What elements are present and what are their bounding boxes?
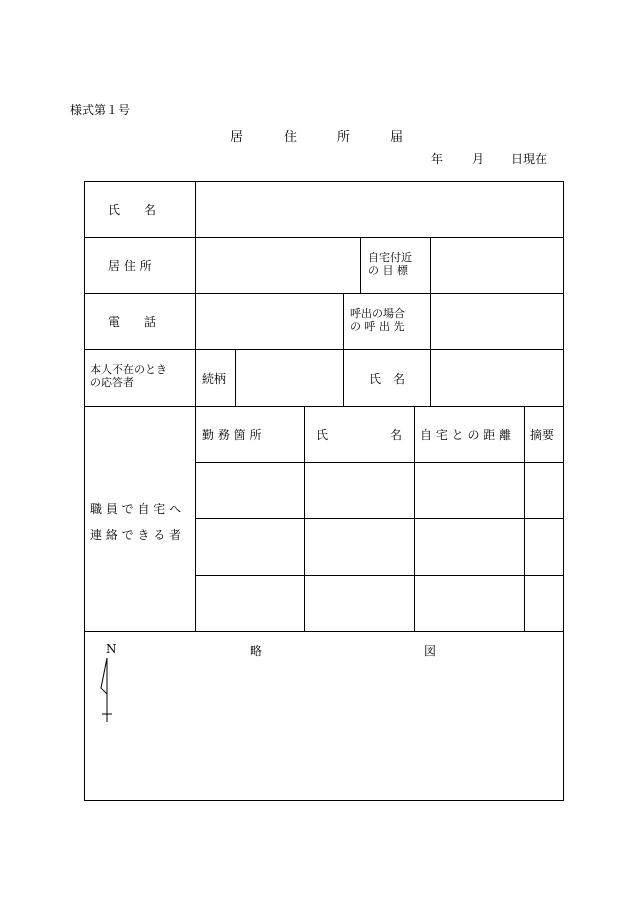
contact-2-name[interactable] — [306, 520, 413, 574]
name-field[interactable] — [197, 183, 562, 236]
contact-2-distance[interactable] — [416, 520, 523, 574]
contacts-label: 職 員 で 自 宅 へ 連 絡 で き る 者 — [90, 502, 182, 542]
north-label: N — [106, 642, 117, 656]
col-divider — [430, 293, 431, 350]
border-left — [84, 181, 85, 801]
title-char: 居 — [230, 130, 244, 145]
label-column-divider — [195, 181, 196, 632]
border-top — [84, 181, 564, 182]
contact-1-remarks[interactable] — [526, 464, 562, 517]
col-divider — [304, 406, 305, 632]
col-divider — [360, 237, 361, 294]
home-landmark-label: 自宅付近 の 目 標 — [368, 251, 412, 277]
contact-1-name[interactable] — [306, 464, 413, 517]
map-title-right: 図 — [424, 644, 437, 658]
header-remarks: 摘要 — [530, 428, 555, 442]
absent-name-label: 氏 名 — [369, 372, 406, 386]
callout-field[interactable] — [432, 295, 562, 348]
name-label: 氏 名 — [108, 203, 157, 217]
row-divider — [195, 575, 564, 576]
map-title-left: 略 — [250, 644, 263, 658]
row-divider — [195, 462, 564, 463]
form-number: 様式第１号 — [70, 103, 131, 117]
row-divider — [84, 293, 564, 294]
header-name-right: 名 — [390, 428, 403, 442]
title-char: 住 — [284, 130, 298, 145]
relation-field[interactable] — [237, 351, 342, 405]
map-drawing-area[interactable] — [120, 660, 560, 796]
contact-3-name[interactable] — [306, 577, 413, 630]
row-divider — [84, 237, 564, 238]
north-arrow-icon — [96, 656, 116, 724]
col-divider — [414, 406, 415, 632]
contact-3-workplace[interactable] — [197, 577, 303, 630]
title-char: 届 — [390, 130, 404, 145]
residence-label: 居 住 所 — [108, 259, 152, 273]
absent-name-field[interactable] — [432, 351, 562, 405]
header-name-left: 氏 — [316, 428, 329, 442]
row-divider — [84, 406, 564, 407]
border-right — [563, 181, 564, 801]
border-bottom — [84, 800, 564, 801]
row-divider — [195, 518, 564, 519]
contact-1-distance[interactable] — [416, 464, 523, 517]
col-divider — [524, 406, 525, 632]
phone-label: 電 話 — [108, 315, 157, 329]
residence-field[interactable] — [197, 239, 359, 292]
col-divider — [343, 349, 344, 407]
title-char: 所 — [337, 130, 351, 145]
relation-label: 続柄 — [202, 372, 227, 386]
contact-3-distance[interactable] — [416, 577, 523, 630]
date-month: 月 — [472, 152, 485, 166]
col-divider — [235, 349, 236, 407]
row-divider — [84, 349, 564, 350]
col-divider — [343, 293, 344, 350]
contact-3-remarks[interactable] — [526, 577, 562, 630]
contact-1-workplace[interactable] — [197, 464, 303, 517]
header-workplace: 勤 務 箇 所 — [202, 428, 262, 442]
contact-2-workplace[interactable] — [197, 520, 303, 574]
phone-field[interactable] — [197, 295, 342, 348]
date-day: 日現在 — [511, 152, 548, 166]
date-year: 年 — [431, 152, 444, 166]
home-landmark-field[interactable] — [432, 239, 562, 292]
row-divider — [84, 631, 564, 632]
col-divider — [430, 237, 431, 294]
absent-responder-label: 本人不在のとき の応答者 — [90, 363, 167, 389]
callout-label: 呼出の場合 の 呼 出 先 — [350, 307, 405, 333]
contact-2-remarks[interactable] — [526, 520, 562, 574]
col-divider — [430, 349, 431, 407]
header-distance: 自 宅 と の 距 離 — [420, 428, 512, 442]
